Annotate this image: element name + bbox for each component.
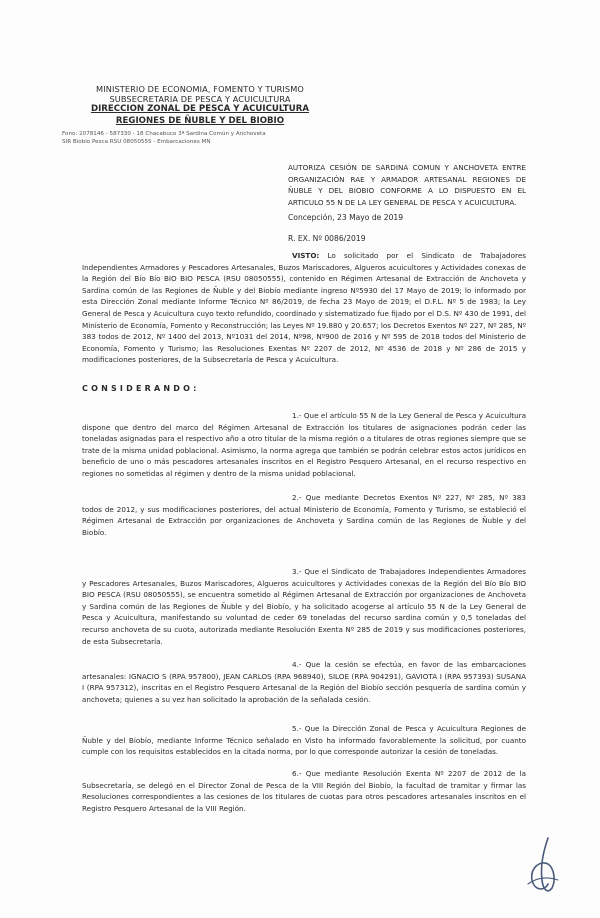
paragraph-lead: 3.- Que el Sindicato de Trabajadores Independientes: [292, 567, 484, 576]
considerando-title: CONSIDERANDO:: [82, 384, 200, 393]
ministry-name: MINISTERIO DE ECONOMIA, FOMENTO Y TURISMO: [96, 84, 304, 94]
paragraph-text: Regiones de Ñuble y del Biobío, mediante Informe Técnico señalado en Visto ha informado favorablemente la solicitud, por cuanto cumple con los requisitos establecidos en la citada norma, por lo que corresponde autorizar la cesión de toneladas.: [82, 724, 526, 757]
resolution-number: R. EX. Nº 0086/2019: [288, 234, 366, 243]
paragraph-5: [82, 723, 526, 758]
paragraph-text: Acuicultura dispone que dentro del marco del Régimen Artesanal de Extracción los titulares de asignaciones podrán ceder las toneladas asignadas para el respectivo año a otro titular de la misma región o a titulares de otras regiones siempre que se trate de la misma unidad poblacional. Asimismo, la norma agrega que también se podrán celebrar estos actos jurídicos en beneficio de uno o más pescadores artesanales inscritos en el Registro Pesquero Artesanal, en el recurso respectivo en regiones no sometidas al régimen y dentro de la misma unidad poblacional.: [82, 411, 526, 478]
paragraph-lead: 6.- Que mediante Resolución Exenta Nº 2207 de 2012: [292, 769, 503, 778]
regions: REGIONES DE ÑUBLE Y DEL BIOBIO: [115, 116, 285, 126]
paragraph-text: de la Subsecretaría, se delegó en el Director Zonal de Pesca de la VIII Región del Biobío, la facultad de tramitar y firmar las Resoluciones correspondientes a las cesiones de los titulares de cuotas para otros pescadores artesanales inscritos en el Registro Pesquero Artesanal de la VIII Región.: [82, 769, 526, 813]
paragraph-lead: 4.- Que la cesión se efectúa, en favor de las: [292, 660, 468, 669]
paragraph-1: [82, 410, 526, 480]
visto-section: [82, 250, 526, 366]
address-line-1: Fono: 2078146 - 587330 - 18 Chacabuco 3ª Sardina Común y Anchoveta: [62, 131, 266, 137]
paragraph-4: [82, 659, 526, 705]
paragraph-6: [82, 768, 526, 814]
visto-label: VISTO:: [292, 251, 320, 260]
paragraph-text: embarcaciones artesanales: IGNACIO S (RPA 957800), JEAN CARLOS (RPA 968940), SILOE (RPA 904291), GAVIOTA I (RPA 957393) SUSANA I (RPA 957312), inscritas en el Registro Pesquero Artesanal de la Región del Biobío sección pesquería de sardina común y anchoveta; quienes a su vez han solicitado la aprobación de la señalada cesión.: [82, 660, 526, 704]
paragraph-2: [82, 492, 526, 538]
subsecretary-name: SUBSECRETARIA DE PESCA Y ACUICULTURA: [109, 94, 291, 104]
paragraph-lead: 2.- Que mediante Decretos Exentos Nº 227, Nº 285, Nº: [292, 493, 508, 502]
reference-summary: AUTORIZA CESIÓN DE SARDINA COMUN Y ANCHOVETA ENTRE ORGANIZACIÓN RAE Y ARMADOR ARTESANAL REGIONES DE ÑUBLE Y DEL BIOBIO CONFORME A LO DISPUESTO EN EL ARTICULO 55 N DE LA LEY GENERAL DE PESCA Y ACUICULTURA.: [288, 163, 526, 207]
document-date: Concepción, 23 Mayo de 2019: [288, 213, 404, 222]
initials-signature: [518, 834, 568, 898]
visto-text: Lo solicitado por el Sindicato de Trabajadores Independientes Armadores y Pescadores Artesanales, Buzos Mariscadores, Algueros acuicultores y Actividades conexas de la Región del Bío Bío BIO BIO PESCA (RSU 08050555), contenido en Régimen Artesanal de Extracción de Anchoveta y Sardina común de las Regiones de Ñuble y del Biobío mediante ingreso Nº5930 del 17 Mayo de 2019; lo informado por esta Dirección Zonal mediante Informe Técnico Nº 86/2019, de fecha 23 Mayo de 2019; el D.F.L. Nº 5 de 1983; la Ley General de Pesca y Acuicultura cuyo texto refundido, coordinado y sistematizado fue fijado por el D.S. Nº 430 de 1991, del Ministerio de Economía, Fomento y Reconstrucción; las Leyes Nº 19.880 y 20.657; los Decretos Exentos Nº 227, Nº 285, Nº 383 todos de 2012, Nº 1400 del 2013, Nº1031 del 2014, Nº98, Nº900 de 2016 y Nº 595 de 2018 todos del Ministerio de Economía, Fomento y Turismo; las Resoluciones Exentas Nº 2207 de 2012, Nº 4536 de 2018 y Nº 286 de 2015 y modificaciones posteriores, de la Subsecretaría de Pesca y Acuicultura.: [82, 251, 526, 365]
address-block: [62, 130, 332, 146]
paragraph-text: 383 todos de 2012, y sus modificaciones posteriores, del actual Ministerio de Economía, Fomento y Turismo, se estableció el Régimen Artesanal de Extracción por organizaciones de Anchoveta y Sardina común de las Regiones de Ñuble y del Biobío.: [82, 493, 526, 537]
paragraph-3: [82, 566, 526, 647]
address-line-2: SIR Biobío Pesca RSU 08050555 - Embarcaciones MN: [62, 139, 211, 145]
zonal-direction: DIRECCION ZONAL DE PESCA Y ACUICULTURA: [90, 104, 310, 114]
paragraph-lead: 5.- Que la Dirección Zonal de Pesca y Acuicultura: [292, 724, 478, 733]
paragraph-text: Armadores y Pescadores Artesanales, Buzos Mariscadores, Algueros acuicultores y Actividades conexas de la Región del Bío Bío BIO BIO PESCA (RSU 08050555), se encuentra sometido al Régimen Artesanal de Extracción por organizaciones de Anchoveta y Sardina común de las Regiones de Ñuble y del Biobío, y ha solicitado acogerse al artículo 55 N de la Ley General de Pesca y Acuicultura, manifestando su voluntad de ceder 69 toneladas del recurso sardina común y 0,5 toneladas del recurso anchoveta de su cuota, autorizada mediante Resolución Exenta Nº 285 de 2019 y sus modificaciones posteriores, de esta Subsecretaría.: [82, 567, 526, 646]
paragraph-lead: 1.- Que el artículo 55 N de la Ley General de Pesca y: [292, 411, 484, 420]
letterhead: [70, 84, 330, 126]
